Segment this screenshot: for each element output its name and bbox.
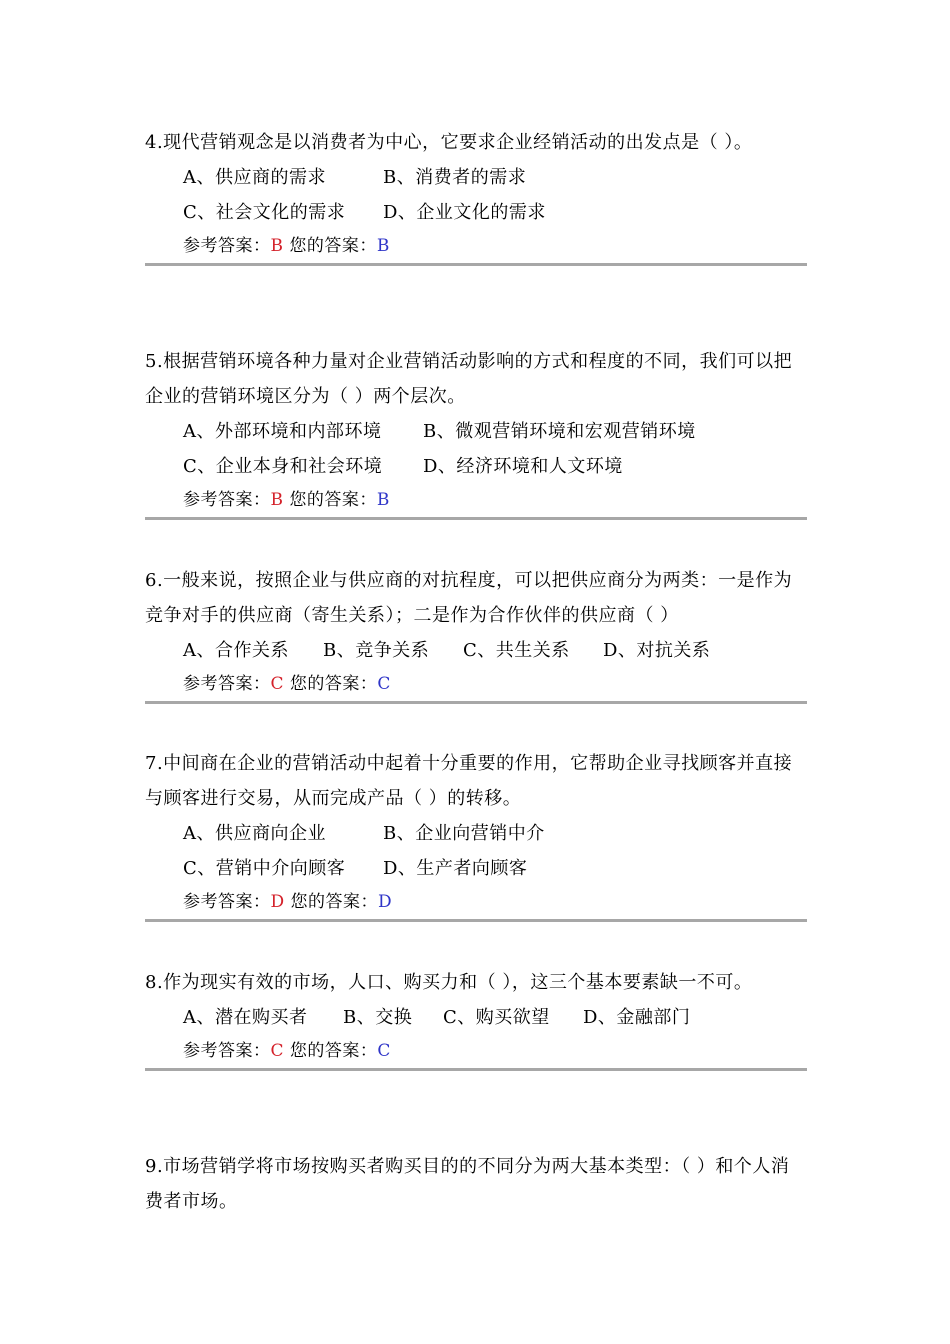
question-stem: 5.根据营销环境各种力量对企业营销活动影响的方式和程度的不同，我们可以把企业的营销环境区分为（ ）两个层次。 [145,351,793,407]
reference-answer: B [270,236,284,256]
option-a: A、供应商的需求 [183,167,326,188]
your-answer: D [378,892,393,912]
option-row [183,160,807,195]
your-answer-label: 您的答案： [289,490,377,510]
option-d: D、经济环境和人文环境 [423,456,623,477]
option-a: A、合作关系 [183,640,289,661]
option-row [183,816,807,851]
option-row [183,414,807,449]
option-c: C、社会文化的需求 [183,202,346,223]
question-9 [145,1149,807,1219]
question-stem: 7.中间商在企业的营销活动中起着十分重要的作用，它帮助企业寻找顾客并直接与顾客进行交易，从而完成产品（ ）的转移。 [145,753,793,809]
reference-answer: D [270,892,285,912]
question-stem: 9.市场营销学将市场按购买者购买目的的不同分为两大基本类型：（ ）和个人消费者市场。 [145,1156,790,1212]
option-d: D、对抗关系 [603,640,711,661]
divider [145,919,807,922]
your-answer: C [377,1041,391,1061]
divider [145,517,807,520]
your-answer-label: 您的答案： [289,1041,378,1061]
question-4 [145,125,807,266]
reference-answer: C [270,674,285,694]
option-c: C、购买欲望 [443,1007,550,1028]
reference-answer-label: 参考答案： [183,236,271,256]
option-d: D、生产者向顾客 [383,858,528,879]
question-7 [145,746,807,922]
your-answer: C [377,674,391,694]
answer-row [183,484,807,516]
your-answer: B [376,236,390,256]
answer-row [183,1035,807,1067]
your-answer-label: 您的答案： [290,892,379,912]
reference-answer: C [270,1041,285,1061]
question-stem: 8.作为现实有效的市场，人口、购买力和（ ），这三个基本要素缺一不可。 [145,972,753,993]
divider [145,263,807,266]
option-b: B、交换 [343,1007,413,1028]
option-b: B、企业向营销中介 [383,823,545,844]
question-stem: 4.现代营销观念是以消费者为中心，它要求企业经销活动的出发点是（ ）。 [145,132,753,153]
option-d: D、企业文化的需求 [383,202,546,223]
question-stem: 6.一般来说，按照企业与供应商的对抗程度，可以把供应商分为两类：一是作为竞争对手的供应商（寄生关系）；二是作为合作伙伴的供应商（ ） [145,570,793,626]
divider [145,1068,807,1071]
divider [145,701,807,704]
option-a: A、潜在购买者 [183,1007,308,1028]
option-a: A、供应商向企业 [183,823,326,844]
option-c: C、企业本身和社会环境 [183,456,383,477]
option-b: B、消费者的需求 [383,167,527,188]
your-answer-label: 您的答案： [289,674,378,694]
option-b: B、竞争关系 [323,640,430,661]
option-d: D、金融部门 [583,1007,691,1028]
reference-answer-label: 参考答案： [183,490,271,510]
option-row [183,195,807,230]
your-answer: B [376,490,390,510]
option-c: C、营销中介向顾客 [183,858,346,879]
answer-row [183,886,807,918]
reference-answer-label: 参考答案： [183,674,271,694]
question-8 [145,965,807,1071]
option-row [183,1000,807,1035]
option-row [183,851,807,886]
answer-row [183,668,807,700]
option-b: B、微观营销环境和宏观营销环境 [423,421,696,442]
answer-row [183,230,807,262]
option-row [183,633,807,668]
question-5 [145,344,807,520]
reference-answer-label: 参考答案： [183,1041,271,1061]
option-c: C、共生关系 [463,640,570,661]
reference-answer: B [270,490,284,510]
option-a: A、外部环境和内部环境 [183,421,382,442]
option-row [183,449,807,484]
your-answer-label: 您的答案： [289,236,377,256]
question-6 [145,563,807,704]
reference-answer-label: 参考答案： [183,892,271,912]
